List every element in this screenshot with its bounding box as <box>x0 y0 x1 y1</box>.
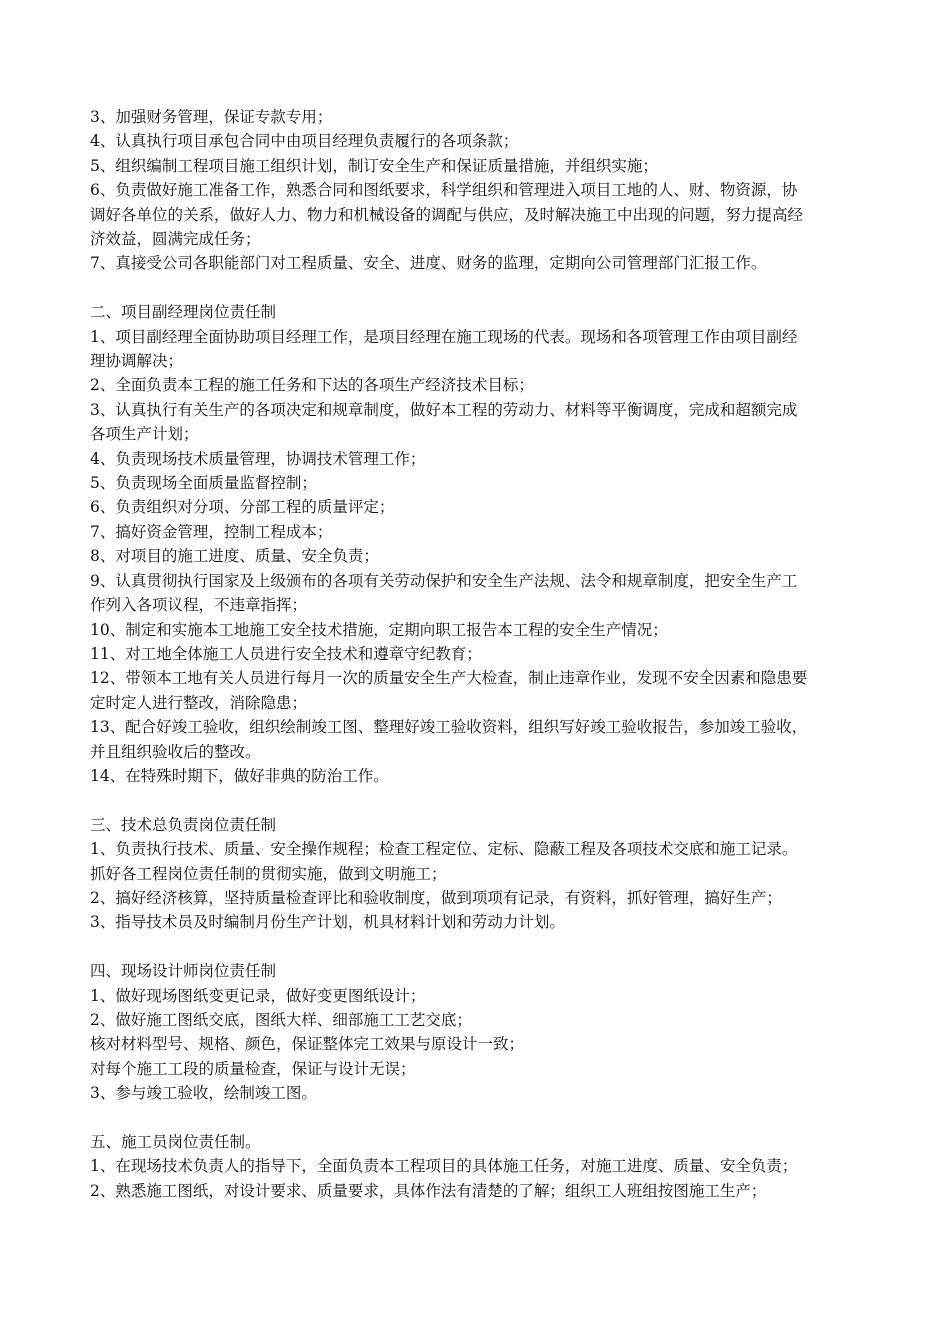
text-line: 2、做好施工图纸交底，图纸大样、细部施工工艺交底； <box>90 1010 472 1029</box>
text-line: 7、搞好资金管理，控制工程成本； <box>90 522 333 541</box>
text-line: 4、负责现场技术质量管理，协调技术管理工作； <box>90 449 426 468</box>
text-line: 11、对工地全体施工人员进行安全技术和遵章守纪教育； <box>90 644 482 663</box>
text-line: 14、在特殊时期下，做好非典的防治工作。 <box>90 766 389 785</box>
text-line: 7、真接受公司各职能部门对工程质量、安全、进度、财务的监理，定期向公司管理部门汇报工作。 <box>90 254 767 273</box>
text-line: 对每个施工工段的质量检查，保证与设计无误； <box>90 1059 416 1078</box>
text-line: 5、组织编制工程项目施工组织计划，制订安全生产和保证质量措施，并组织实施； <box>90 156 658 175</box>
text-line: 济效益，圆满完成任务； <box>90 230 261 249</box>
text-line: 理协调解决； <box>90 352 184 371</box>
text-line: 2、全面负责本工程的施工任务和下达的各项生产经济技术目标； <box>90 376 534 395</box>
text-line: 调好各单位的关系，做好人力、物力和机械设备的调配与供应，及时解决施工中出现的问题，努力提高经 <box>90 205 804 224</box>
text-line: 1、项目副经理全面协助项目经理工作，是项目经理在施工现场的代表。现场和各项管理工作由项目副经 <box>90 327 798 346</box>
text-line: 12、带领本工地有关人员进行每月一次的质量安全生产大检查，制止违章作业，发现不安全因素和隐患要 <box>90 669 808 688</box>
text-line: 9、认真贯彻执行国家及上级颁布的各项有关劳动保护和安全生产法规、法令和规章制度，把安全生产工 <box>90 571 798 590</box>
text-line: 2、搞好经济核算，坚持质量检查评比和验收制度，做到项项有记录，有资料，抓好管理，搞好生产； <box>90 888 782 907</box>
text-line: 抓好各工程岗位责任制的贯彻实施，做到文明施工； <box>90 864 447 883</box>
text-line: 3、认真执行有关生产的各项决定和规章制度，做好本工程的劳动力、材料等平衡调度，完成和超额完成 <box>90 400 798 419</box>
text-line: 1、负责执行技术、质量、安全操作规程；检查工程定位、定标、隐蔽工程及各项技术交底和施工记录。 <box>90 840 798 859</box>
text-line: 2、熟悉施工图纸，对设计要求、质量要求，具体作法有清楚的了解；组织工人班组按图施工生产； <box>90 1181 767 1200</box>
text-line: 作列入各项议程，不违章指挥； <box>90 596 308 615</box>
text-line: 10、制定和实施本工地施工安全技术措施，定期向职工报告本工程的安全生产情况； <box>90 620 668 639</box>
paragraph-gap <box>90 788 870 812</box>
text-line: 各项生产计划； <box>90 425 199 444</box>
text-line: 3、参与竣工验收，绘制竣工图。 <box>90 1084 317 1103</box>
text-line: 3、指导技术员及时编制月份生产计划，机具材料计划和劳动力计划。 <box>90 913 565 932</box>
text-line: 6、负责组织对分项、分部工程的质量评定； <box>90 498 395 517</box>
text-line: 1、在现场技术负责人的指导下，全面负责本工程项目的具体施工任务，对施工进度、质量、安全负责； <box>90 1157 798 1176</box>
text-line: 定时定人进行整改，消除隐患； <box>90 693 308 712</box>
text-line: 5、负责现场全面质量监督控制； <box>90 474 317 493</box>
text-line: 6、负责做好施工准备工作，熟悉合同和图纸要求，科学组织和管理进入项目工地的人、财、物资源，协 <box>90 181 798 200</box>
text-line: 并且组织验收后的整改。 <box>90 742 261 761</box>
document-body <box>90 105 870 1203</box>
text-line: 13、配合好竣工验收，组织绘制竣工图、整理好竣工验收资料，组织写好竣工验收报告，参加竣工验收， <box>90 718 808 737</box>
paragraph-gap <box>90 935 870 959</box>
text-line: 核对材料型号、规格、颜色，保证整体完工效果与原设计一致； <box>90 1035 525 1054</box>
text-line: 8、对项目的施工进度、质量、安全负责； <box>90 547 379 566</box>
text-line: 二、项目副经理岗位责任制 <box>90 303 277 322</box>
text-line: 4、认真执行项目承包合同中由项目经理负责履行的各项条款； <box>90 132 519 151</box>
text-line: 三、技术总负责岗位责任制 <box>90 815 277 834</box>
text-line: 五、施工员岗位责任制。 <box>90 1133 261 1151</box>
paragraph-gap <box>90 1106 870 1130</box>
paragraph-gap <box>90 276 870 300</box>
text-line: 3、加强财务管理，保证专款专用； <box>90 108 333 126</box>
text-line: 1、做好现场图纸变更记录，做好变更图纸设计； <box>90 986 426 1005</box>
text-line: 四、现场设计师岗位责任制 <box>90 962 277 981</box>
